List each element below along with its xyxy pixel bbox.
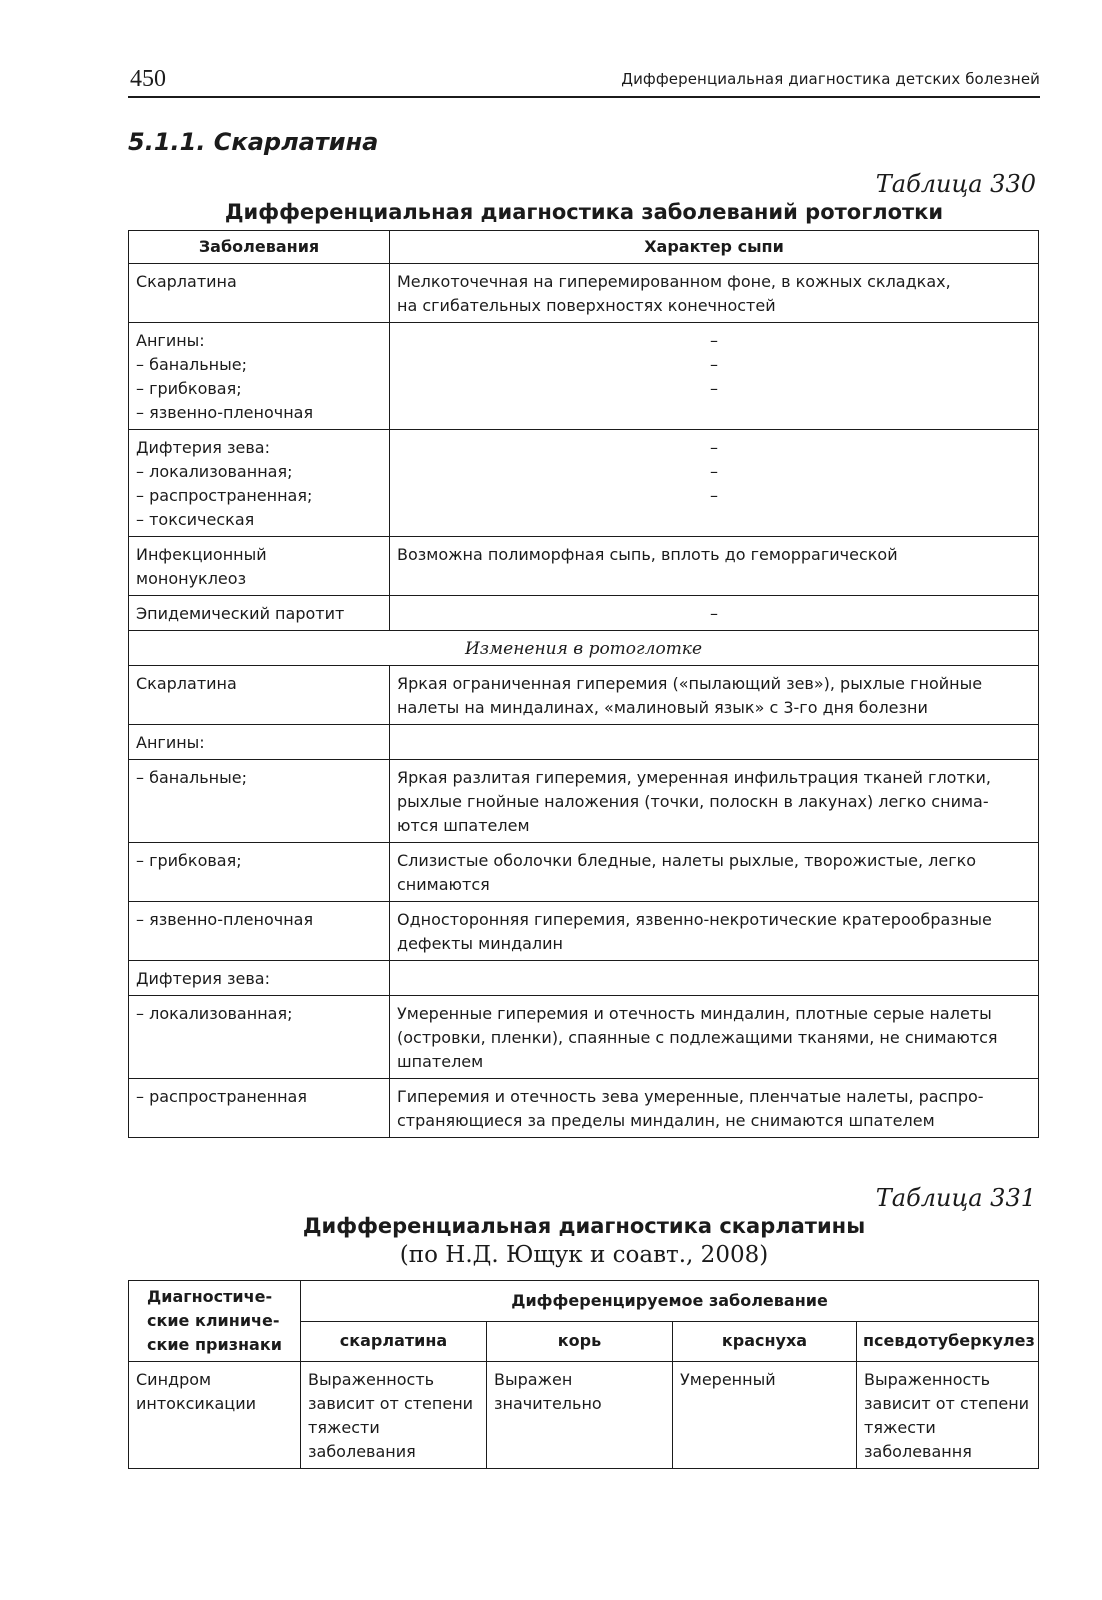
col-header-краснуха: краснуха [673,1321,857,1362]
rash-cell [390,430,1039,537]
disease-line: Дифтерия зева: [136,438,270,457]
disease-line: – грибковая; [136,379,242,398]
table-row [129,902,1039,961]
throat-cell [390,666,1039,725]
row-header-signs [129,1281,301,1362]
table-330 [128,230,1039,1138]
dash-mark: – [710,331,718,350]
group-title-row [129,725,1039,760]
table-row [129,760,1039,843]
value-line: Выраженность [308,1370,435,1389]
col-header-diseases: Заболевания [129,231,390,264]
value-line: значительно [494,1394,602,1413]
value-line: тяжести [864,1418,936,1437]
disease-line: Скарлатина [136,272,237,291]
group-title: Ангины: [129,725,390,760]
subtype-cell: – банальные; [129,760,390,843]
group-title-empty [390,725,1039,760]
dash-mark: – [710,462,718,481]
value-line: Умеренный [680,1370,776,1389]
row-header-line: Диагностиче- [147,1287,273,1306]
disease-cell [129,430,390,537]
subtype-cell: – язвенно-пленочная [129,902,390,961]
table-row [129,666,1039,725]
throat-line: (островки, пленки), спаянные с подлежащими тканями, не снимаются [397,1028,998,1047]
rash-cell [390,537,1039,596]
throat-line: дефекты миндалин [397,934,564,953]
value-line: заболевання [864,1442,972,1461]
sign-line: Синдром [136,1370,212,1389]
dash-mark: – [710,379,718,398]
page-number: 450 [130,66,166,92]
value-line: Выраженность [864,1370,991,1389]
throat-line: Яркая ограниченная гиперемия («пылающий зев»), рыхлые гнойные [397,674,983,693]
section-label: Изменения в ротоглотке [129,631,1039,666]
throat-line: рыхлые гнойные наложения (точки, полоскн в лакунах) легко снима- [397,792,989,811]
dash-mark: – [710,604,718,623]
rash-cell [390,596,1039,631]
table-row [129,537,1039,596]
value-cell [301,1362,487,1469]
value-line: зависит от степени [864,1394,1030,1413]
throat-line: страняющиеся за пределы миндалин, не снимаются шпателем [397,1111,935,1130]
value-line: Выражен [494,1370,573,1389]
disease-line: – банальные; [136,355,248,374]
row-header-line: ские признаки [147,1335,282,1354]
throat-line: Умеренные гиперемия и отечность миндалин, плотные серые налеты [397,1004,992,1023]
throat-line: ются шпателем [397,816,530,835]
value-line: зависит от степени [308,1394,474,1413]
value-cell [857,1362,1039,1469]
subtype-cell: – распространенная [129,1079,390,1138]
throat-line: Гиперемия и отечность зева умеренные, пленчатые налеты, распро- [397,1087,984,1106]
rash-line: Возможна полиморфная сыпь, вплоть до геморрагической [397,545,898,564]
disease-line: Ангины: [136,331,205,350]
table-row [129,1362,1039,1469]
disease-line: Инфекционный [136,545,267,564]
value-cell [487,1362,673,1469]
col-header-скарлатина: скарлатина [301,1321,487,1362]
rash-cell [390,323,1039,430]
disease-line: – токсическая [136,510,255,529]
dash-mark: – [710,438,718,457]
disease-line: – распространенная; [136,486,313,505]
col-header-псевдотуберкулез: псевдотуберкулез [857,1321,1039,1362]
subtype-cell: – локализованная; [129,996,390,1079]
running-head: Дифференциальная диагностика детских болезней [621,70,1040,88]
dash-mark: – [710,355,718,374]
group-title-row [129,961,1039,996]
throat-cell [390,760,1039,843]
table-331 [128,1280,1039,1469]
throat-cell [390,1079,1039,1138]
disease-cell: Скарлатина [129,666,390,725]
disease-cell [129,537,390,596]
disease-line: мононуклеоз [136,569,247,588]
table-row [129,264,1039,323]
group-title-empty [390,961,1039,996]
value-cell [673,1362,857,1469]
throat-cell [390,996,1039,1079]
throat-line: снимаются [397,875,490,894]
row-header-line: ские клиниче- [147,1311,280,1330]
throat-cell [390,843,1039,902]
table-330-label: Таблица 330 [875,170,1036,198]
table-330-heading: Дифференциальная диагностика заболеваний ротоглотки [224,200,944,224]
disease-line: – локализованная; [136,462,293,481]
col-header-корь: корь [487,1321,673,1362]
table-331-subheading: (по Н.Д. Ющук и соавт., 2008) [399,1242,769,1268]
table-row [129,843,1039,902]
table-331-label: Таблица 331 [875,1184,1036,1212]
sign-line: интоксикации [136,1394,256,1413]
throat-line: Слизистые оболочки бледные, налеты рыхлые, творожистые, легко [397,851,977,870]
throat-line: Яркая разлитая гиперемия, умеренная инфильтрация тканей глотки, [397,768,991,787]
group-header-disease: Дифференцируемое заболевание [301,1281,1039,1322]
section-row [129,631,1039,666]
dash-mark: – [710,486,718,505]
throat-line: шпателем [397,1052,484,1071]
throat-line: Односторонняя гиперемия, язвенно-некротические кратерообразные [397,910,992,929]
table-row [129,596,1039,631]
table-row [129,996,1039,1079]
table-row [129,1079,1039,1138]
disease-cell [129,323,390,430]
throat-line: налеты на миндалинах, «малиновый язык» с 3-го дня болезни [397,698,928,717]
header-rule [128,96,1040,98]
value-line: тяжести [308,1418,380,1437]
throat-cell [390,902,1039,961]
table-row [129,430,1039,537]
section-title: 5.1.1. Скарлатина [128,128,379,156]
rash-cell [390,264,1039,323]
value-line: заболевания [308,1442,416,1461]
rash-line: Мелкоточечная на гиперемированном фоне, в кожных складках, [397,272,951,291]
sign-cell [129,1362,301,1469]
disease-cell [129,264,390,323]
rash-line: на сгибательных поверхностях конечностей [397,296,776,315]
disease-cell [129,596,390,631]
disease-line: Эпидемический паротит [136,604,345,623]
table-row [129,323,1039,430]
table-331-heading: Дифференциальная диагностика скарлатины [302,1214,866,1238]
subtype-cell: – грибковая; [129,843,390,902]
group-title: Дифтерия зева: [129,961,390,996]
col-header-rash: Характер сыпи [390,231,1039,264]
disease-line: – язвенно-пленочная [136,403,314,422]
